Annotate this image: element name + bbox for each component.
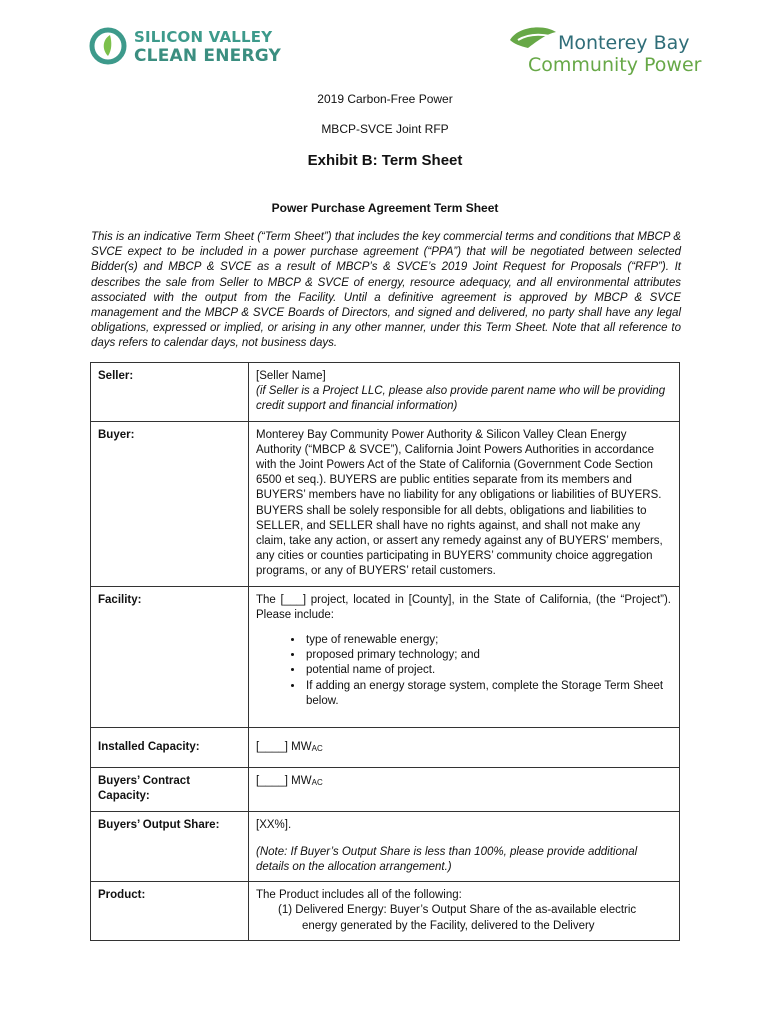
contract-capacity-unit: AC bbox=[311, 778, 323, 788]
svce-logo-mark-icon bbox=[88, 26, 128, 66]
seller-cell bbox=[249, 363, 680, 422]
output-share-cell bbox=[249, 811, 680, 882]
svce-logo-line1: SILICON VALLEY bbox=[134, 28, 273, 46]
mbcp-logo-line2: Community Power bbox=[528, 54, 702, 76]
table-row bbox=[91, 811, 680, 882]
facility-cell bbox=[249, 586, 680, 727]
list-item: • type of renewable energy; bbox=[304, 633, 671, 648]
facility-bullets bbox=[256, 633, 671, 709]
buyer-label: Buyer: bbox=[91, 421, 249, 586]
installed-capacity-unit: AC bbox=[311, 744, 323, 754]
mbcp-logo-line1: Monterey Bay bbox=[558, 32, 690, 54]
list-item: (1) Delivered Energy: Buyer’s Output Share of the as-available electric energy generated by the Facility, delivered to the Delivery bbox=[278, 904, 637, 932]
installed-capacity-cell bbox=[249, 728, 680, 768]
table-row bbox=[91, 586, 680, 727]
table-row bbox=[91, 363, 680, 422]
mbcp-logo-mark-icon bbox=[508, 24, 558, 54]
installed-capacity-value: [____] MW bbox=[256, 741, 312, 754]
contract-capacity-cell bbox=[249, 768, 680, 811]
output-share-value: [XX%]. bbox=[256, 818, 292, 831]
header-line2: MBCP-SVCE Joint RFP bbox=[321, 122, 449, 136]
document-title: Exhibit B: Term Sheet bbox=[307, 152, 463, 169]
contract-capacity-label: Buyers’ Contract Capacity: bbox=[91, 768, 249, 811]
product-label: Product: bbox=[91, 882, 249, 941]
table-row bbox=[91, 421, 680, 586]
svce-logo-line2: CLEAN ENERGY bbox=[134, 46, 282, 66]
table-row bbox=[91, 768, 680, 811]
contract-capacity-value: [____] MW bbox=[256, 775, 312, 788]
term-sheet-table bbox=[90, 362, 680, 941]
svce-logo bbox=[88, 24, 282, 74]
output-share-label: Buyers’ Output Share: bbox=[91, 811, 249, 882]
header-line1: 2019 Carbon-Free Power bbox=[317, 92, 453, 106]
mbcp-logo bbox=[508, 22, 702, 77]
table-row bbox=[91, 882, 680, 941]
facility-value: The [___] project, located in [County], in the State of California, (the “Project”). Please include: bbox=[256, 593, 671, 621]
seller-note: (if Seller is a Project LLC, please also provide parent name who will be providing credit support and financial information) bbox=[256, 385, 666, 413]
buyer-value: Monterey Bay Community Power Authority & Silicon Valley Clean Energy Authority (“MBCP & SVCE”), California Joint Powers Authorities in accordance with the Joint Powers Act of the State of California (Government Code Section 6500 et seq.). BUYERS are public entities separate from its members and BUYERS’ members have no liability for any obligations or liabilities of BUYERS. BUYERS shall be solely responsible for all debts, obligations and liabilities to SELLER, and SELLER shall have no rights against, and shall not make any claim, take any action, or assert any remedy against any of BUYERS’ members, any cities or counties participating in BUYERS’ community choice aggregation programs, or any of BUYERS’ retail customers. bbox=[249, 421, 680, 586]
list-item: • potential name of project. bbox=[304, 663, 671, 678]
product-cell bbox=[249, 882, 680, 941]
seller-label: Seller: bbox=[91, 363, 249, 422]
table-row bbox=[91, 728, 680, 768]
installed-capacity-label: Installed Capacity: bbox=[91, 728, 249, 768]
seller-value: [Seller Name] bbox=[256, 370, 326, 382]
facility-label: Facility: bbox=[91, 586, 249, 727]
intro-paragraph: This is an indicative Term Sheet (“Term Sheet”) that includes the key commercial terms and conditions that MBCP & SVCE expect to be included in a power purchase agreement (“PPA”) that will be negotiated between selected Bidder(s) and MBCP & SVCE as a result of MBCP’s & SVCE’s 2019 Joint Request for Proposals (“RFP”). It describes the sale from Seller to MBCP & SVCE of energy, resource adequacy, and all environmental attributes associated with the output from the Facility. Until a definitive agreement is approved by MBCP & SVCE management and the MBCP & SVCE Boards of Directors, and signed and delivered, no party shall have any legal obligations, expressed or implied, or arising in any other manner, under this Term Sheet. Note that all reference to days refers to calendar days, not business days. bbox=[91, 231, 681, 350]
list-item: • If adding an energy storage system, complete the Storage Term Sheet below. bbox=[304, 679, 671, 709]
product-items bbox=[256, 903, 671, 933]
document-subtitle: Power Purchase Agreement Term Sheet bbox=[271, 201, 499, 215]
output-share-note: (Note: If Buyer’s Output Share is less than 100%, please provide additional details on the allocation arrangement.) bbox=[256, 845, 638, 874]
list-item: • proposed primary technology; and bbox=[304, 648, 671, 663]
product-value: The Product includes all of the following: bbox=[256, 889, 462, 902]
